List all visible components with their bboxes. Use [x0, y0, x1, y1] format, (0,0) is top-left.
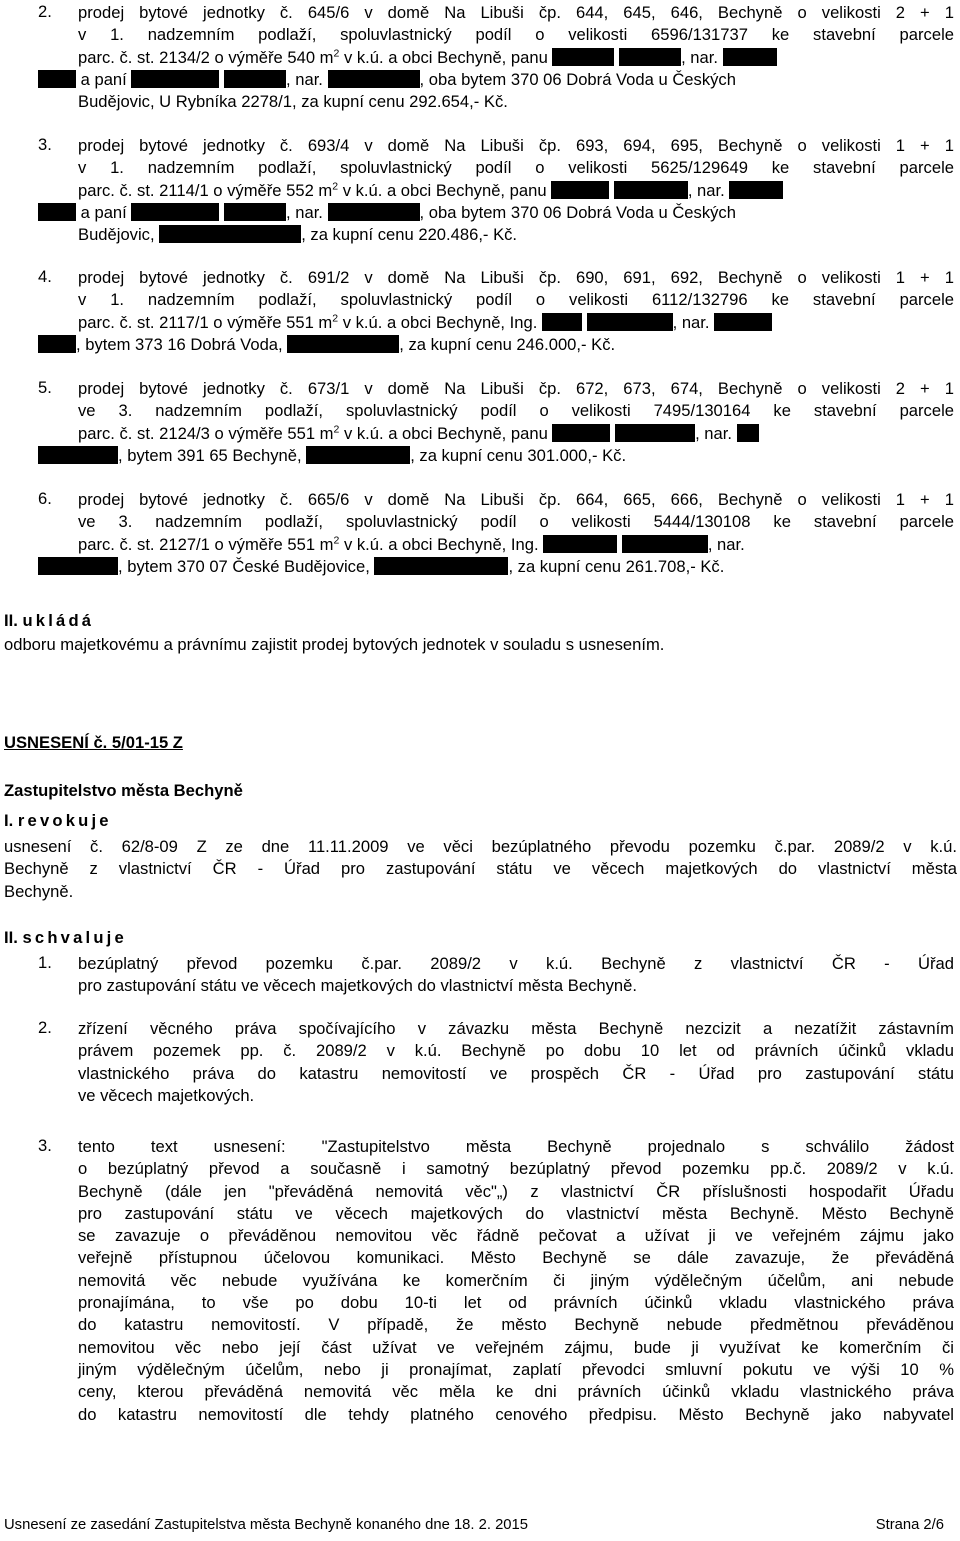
- item-line: , bytem 373 16 Dobrá Voda, , za kupní cenu 246.000,- Kč.: [78, 334, 954, 356]
- section-heading-revokuje: [4, 811, 112, 831]
- redaction-bar: [159, 225, 301, 243]
- para-line: veřejně přístupnou účelovou komunikaci. Město Bechyně se dále zavazuje, že převáděná: [78, 1248, 954, 1268]
- item-line: prodej bytové jednotky č. 693/4 v domě Na Libuši čp. 693, 694, 695, Bechyně o velikosti 1 + 1: [78, 136, 954, 155]
- redaction-bar: [737, 424, 759, 442]
- para-line: pro zastupování státu ve věcech majetkových do vlastnictví města Bechyně. Město Bechyně: [78, 1203, 954, 1223]
- item-line: parc. č. st. 2124/3 o výměře 551 $m^2$ v k.ú. a obci Bechyně, panu , nar.: [78, 423, 954, 445]
- redaction-bar: [38, 335, 76, 353]
- redaction-bar: [287, 335, 399, 353]
- item-line: v 1. nadzemním podlaží, spoluvlastnický podíl o velikosti 6596/131737 ke stavební parcele: [78, 25, 954, 45]
- item-line: prodej bytové jednotky č. 673/1 v domě Na Libuši čp. 672, 673, 674, Bechyně o velikosti 2 + 1: [78, 379, 954, 398]
- para-line: Bechyně (dále jen "převáděná nemovitá věc"„) z vlastnictví ČR příslušnosti hospodařit Úřadu: [78, 1181, 954, 1201]
- para-line: zřízení věcného práva spočívajícího v závazku města Bechyně nezcizit a nezatížit zástavním: [78, 1019, 954, 1038]
- redaction-bar: [38, 70, 76, 88]
- redaction-bar: [224, 70, 286, 88]
- item-line: ve 3. nadzemním podlaží, spoluvlastnický podíl o velikosti 5444/130108 ke stavební parcele: [78, 512, 954, 532]
- para-line: ve věcech majetkových.: [78, 1085, 255, 1105]
- item-number: 6.: [38, 489, 52, 508]
- resolution-heading: USNESENÍ č. 5/01-15 Z: [4, 733, 183, 752]
- redaction-bar: [131, 203, 219, 221]
- para-line: ceny, kterou převáděná nemovitá věc měla ke dni právních účinků vkladu vlastnického práva: [78, 1382, 954, 1402]
- resolution-body: Zastupitelstvo města Bechyně: [4, 781, 243, 800]
- para-line: nemovitou věc nebo její část užívat ve veřejném zájmu, bude ji využívat ke komerčním či: [78, 1337, 954, 1357]
- para-line: právem pozemek pp. č. 2089/2 v k.ú. Bechyně po dobu 10 let od právních účinků vkladu: [78, 1041, 954, 1061]
- item-line: , bytem 370 07 České Budějovice, , za kupní cenu 261.708,- Kč.: [78, 556, 954, 578]
- redaction-bar: [543, 535, 617, 553]
- item-number: 5.: [38, 378, 52, 397]
- redaction-bar: [552, 424, 610, 442]
- section-verb: ukládá: [22, 611, 95, 630]
- section-roman: II.: [4, 611, 18, 630]
- item-number: 2.: [38, 2, 52, 21]
- redaction-bar: [723, 48, 777, 66]
- item-line: prodej bytové jednotky č. 645/6 v domě Na Libuši čp. 644, 645, 646, Bechyně o velikosti 2 + 1: [78, 3, 954, 22]
- redaction-bar: [38, 203, 76, 221]
- para-line: se zavazuje o převáděnou nemovitou věc řádně pečovat a užívat ji ve veřejném zájmu jako: [78, 1226, 954, 1246]
- redaction-bar: [328, 70, 420, 88]
- revokuje-text: [4, 836, 957, 903]
- para-line: pro zastupování státu ve věcech majetkových do vlastnictví města Bechyně.: [78, 976, 637, 996]
- page-number: Strana 2/6: [875, 1517, 944, 1533]
- redaction-bar: [614, 181, 688, 199]
- para-line: jiným výdělečným účelům, nebo ji pronajímat, zaplatí převodci smluvní pokutu ve výši 10 %: [78, 1359, 954, 1379]
- item-line: prodej bytové jednotky č. 691/2 v domě Na Libuši čp. 690, 691, 692, Bechyně o velikosti 1 + 1: [78, 268, 954, 287]
- para-line: bezúplatný převod pozemku č.par. 2089/2 v k.ú. Bechyně z vlastnictví ČR - Úřad: [78, 954, 954, 973]
- page-footer: [4, 1517, 944, 1533]
- item-line: , bytem 391 65 Bechyně, , za kupní cenu 301.000,- Kč.: [78, 445, 954, 467]
- redaction-bar: [552, 48, 614, 66]
- item-line: v 1. nadzemním podlaží, spoluvlastnický podíl o velikosti 6112/132796 ke stavební parcele: [78, 290, 954, 310]
- para-line: vlastnického práva do katastru nemovitostí ve prospěch ČR - Úřad pro zastupování státu: [78, 1063, 954, 1083]
- section-text: odboru majetkovému a právnímu zajistit prodej bytových jednotek v souladu s usnesením.: [4, 635, 665, 654]
- section-heading-schvaluje: [4, 928, 127, 948]
- item-line: Budějovic, , za kupní cenu 220.486,- Kč.: [78, 225, 518, 245]
- section-heading-uklada: [4, 611, 94, 631]
- item-number: 2.: [38, 1018, 52, 1037]
- section-verb: revokuje: [17, 811, 112, 830]
- item-line: v 1. nadzemním podlaží, spoluvlastnický podíl o velikosti 5625/129649 ke stavební parcele: [78, 158, 954, 178]
- item-line: prodej bytové jednotky č. 665/6 v domě Na Libuši čp. 664, 665, 666, Bechyně o velikosti 1 + 1: [78, 490, 954, 509]
- item-number: 3.: [38, 1136, 52, 1155]
- para-line: do katastru nemovitostí. V případě, že město Bechyně nebude předmětnou převáděnou: [78, 1315, 954, 1335]
- redaction-bar: [38, 557, 118, 575]
- para-line: usnesení č. 62/8-09 Z ze dne 11.11.2009 ve věci bezúplatného převodu pozemku č.par. 2089/2 v k.ú.: [4, 837, 957, 856]
- para-line: Bechyně.: [4, 881, 74, 901]
- item-line: a paní , nar. , oba bytem 370 06 Dobrá Voda u Českých: [78, 69, 954, 91]
- redaction-bar: [131, 70, 219, 88]
- redaction-bar: [38, 446, 118, 464]
- item-line: parc. č. st. 2134/2 o výměře 540 $m^2$ v k.ú. a obci Bechyně, panu , nar.: [78, 47, 954, 69]
- redaction-bar: [619, 48, 681, 66]
- redaction-bar: [714, 313, 772, 331]
- section-roman: I.: [4, 811, 14, 830]
- redaction-bar: [729, 181, 783, 199]
- redaction-bar: [306, 446, 410, 464]
- item-number: 1.: [38, 953, 52, 972]
- item-line: parc. č. st. 2117/1 o výměře 551 $m^2$ v k.ú. a obci Bechyně, Ing. , nar.: [78, 312, 954, 334]
- section-verb: schvaluje: [22, 928, 127, 947]
- redaction-bar: [622, 535, 708, 553]
- para-line: nemovitá věc nebude využívána ke komerčním či jiným výdělečným účelům, ani nebude: [78, 1270, 954, 1290]
- footer-text: Usnesení ze zasedání Zastupitelstva města Bechyně konaného dne 18. 2. 2015: [4, 1517, 528, 1533]
- para-line: do katastru nemovitostí dle tehdy platného cenového předpisu. Město Bechyně jako nabyvatel: [78, 1404, 954, 1424]
- redaction-bar: [615, 424, 695, 442]
- redaction-bar: [374, 557, 508, 575]
- item-line: ve 3. nadzemním podlaží, spoluvlastnický podíl o velikosti 7495/130164 ke stavební parcele: [78, 401, 954, 421]
- item-number: 3.: [38, 135, 52, 154]
- para-line: Bechyně z vlastnictví ČR - Úřad pro zastupování státu ve věcech majetkových do vlastnictví města: [4, 859, 957, 879]
- item-number: 4.: [38, 267, 52, 286]
- redaction-bar: [587, 313, 673, 331]
- item-line: Budějovic, U Rybníka 2278/1, za kupní cenu 292.654,- Kč.: [78, 92, 508, 112]
- redaction-bar: [224, 203, 286, 221]
- redaction-bar: [542, 313, 582, 331]
- para-line: pronajímána, to vše po dobu 10-ti let od právních účinků vkladu vlastnického práva: [78, 1293, 954, 1313]
- item-line: a paní , nar. , oba bytem 370 06 Dobrá Voda u Českých: [78, 202, 954, 224]
- item-line: parc. č. st. 2127/1 o výměře 551 $m^2$ v k.ú. a obci Bechyně, Ing. , nar.: [78, 534, 745, 554]
- section-roman: II.: [4, 928, 18, 947]
- item-line: parc. č. st. 2114/1 o výměře 552 $m^2$ v k.ú. a obci Bechyně, panu , nar.: [78, 180, 954, 202]
- redaction-bar: [551, 181, 609, 199]
- redaction-bar: [328, 203, 420, 221]
- para-line: tento text usnesení: "Zastupitelstvo města Bechyně projednalo s schválilo žádost: [78, 1137, 954, 1156]
- para-line: o bezúplatný převod a současně i samotný bezúplatný převod pozemku pp.č. 2089/2 v k.ú.: [78, 1159, 954, 1179]
